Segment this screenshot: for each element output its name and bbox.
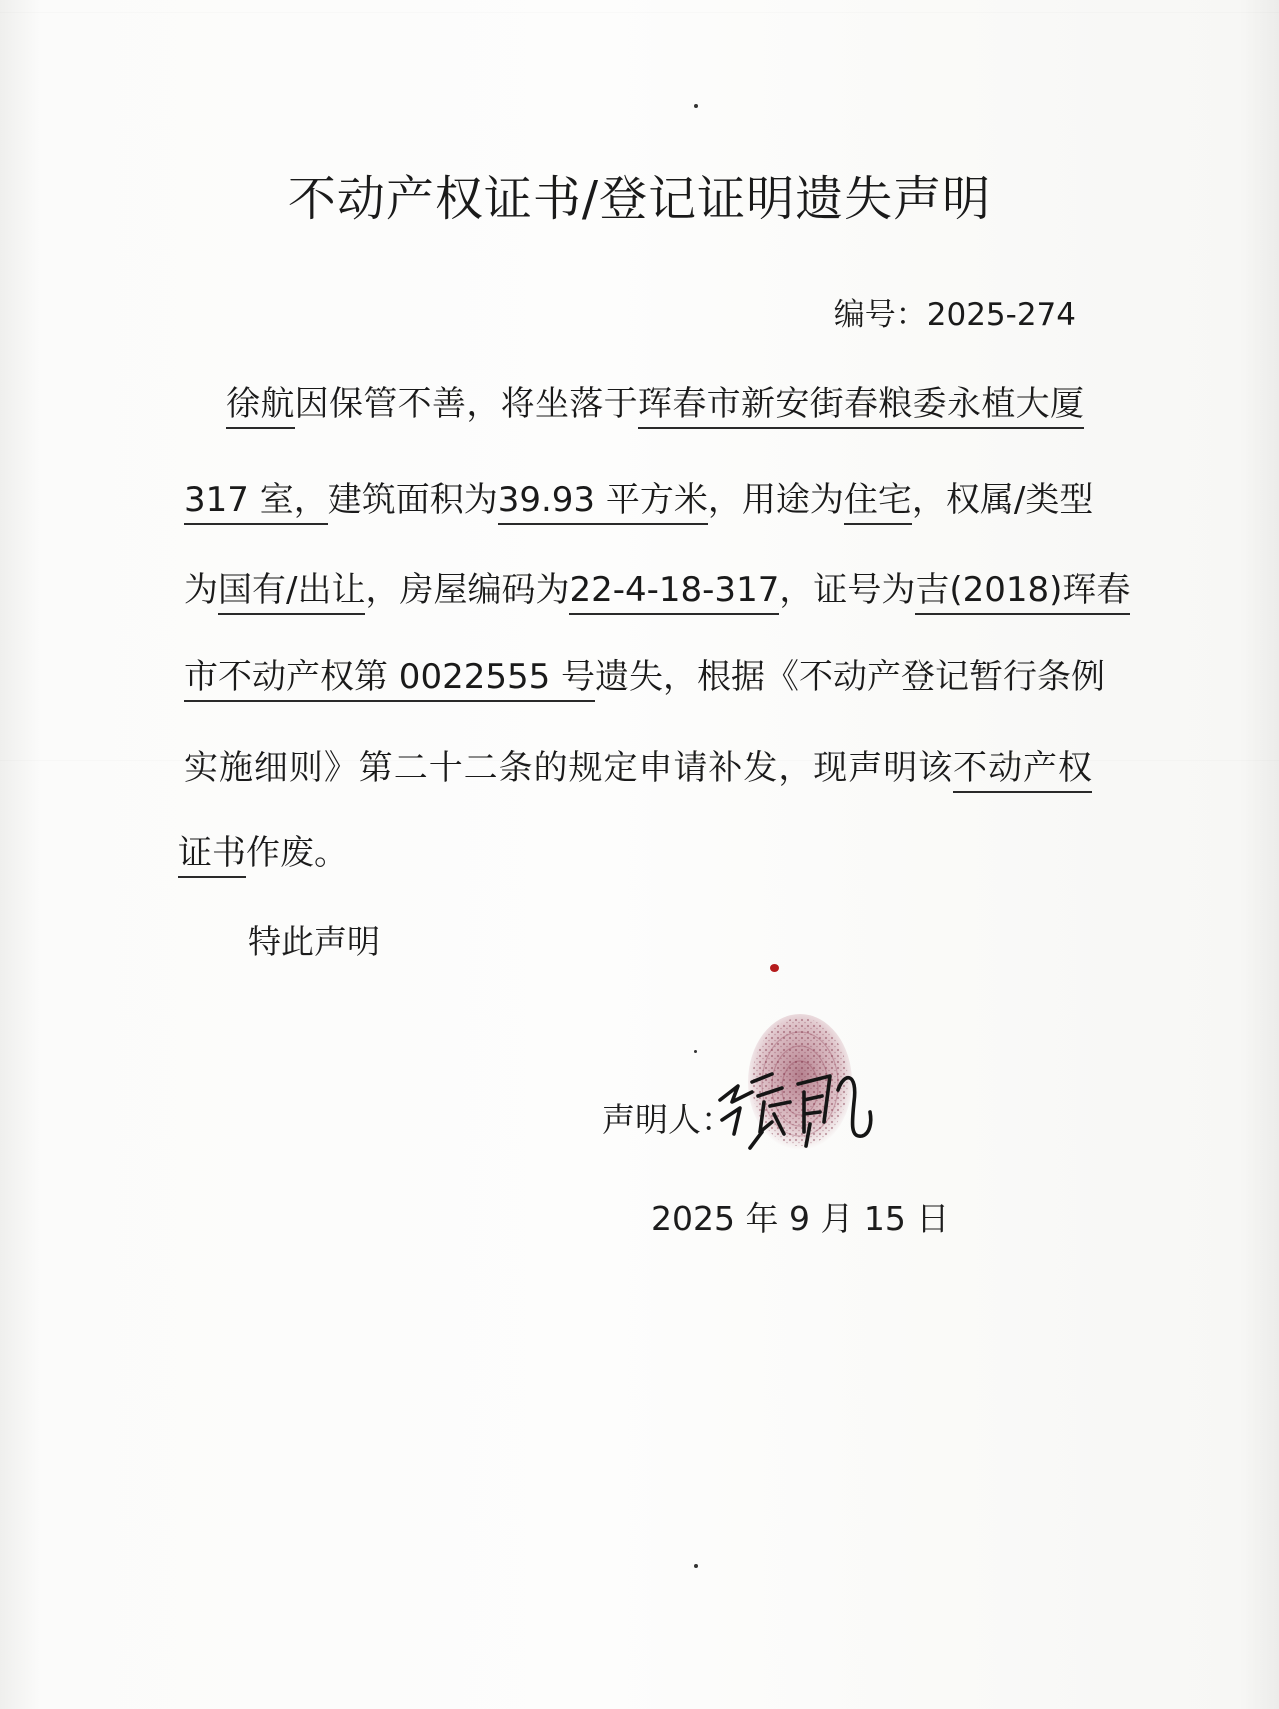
declarant-label: 声明人： bbox=[602, 1100, 734, 1139]
speck bbox=[694, 104, 698, 108]
body-line-4 bbox=[184, 649, 1106, 698]
certificate-number: 吉(2018)珲春 bbox=[915, 570, 1130, 615]
property-usage: 住宅 bbox=[844, 480, 912, 525]
declaration-date: 2025 年 9 月 15 日 bbox=[651, 1199, 950, 1238]
certificate-number-cont: 市不动产权第 0022555 号 bbox=[184, 657, 595, 702]
body-text: 实施细则》第二十二条的规定申请补发，现声明该 bbox=[184, 748, 954, 788]
house-code: 22-4-18-317 bbox=[569, 570, 779, 615]
body-text: ，用途为 bbox=[707, 480, 844, 520]
body-line-1 bbox=[226, 376, 1084, 425]
body-text: 作废。 bbox=[246, 833, 348, 873]
body-text: 为 bbox=[184, 570, 218, 610]
body-text: ，证号为 bbox=[779, 570, 916, 610]
handwritten-signature bbox=[712, 1062, 882, 1172]
scan-artifact bbox=[0, 12, 1279, 13]
serial-number: 编号：2025-274 bbox=[833, 297, 1076, 333]
body-text: ，房屋编码为 bbox=[365, 570, 570, 610]
ownership-type: 国有/出让 bbox=[218, 570, 365, 615]
body-line-2 bbox=[184, 472, 1094, 521]
floor-area: 39.93 平方米 bbox=[498, 480, 708, 525]
body-line-3 bbox=[184, 562, 1131, 611]
body-line-5 bbox=[184, 740, 1092, 789]
document-type-cont: 证书 bbox=[178, 833, 246, 878]
body-text: 遗失，根据《不动产登记暂行条例 bbox=[595, 657, 1106, 697]
owner-name: 徐航 bbox=[226, 384, 295, 429]
property-room: 317 室， bbox=[184, 480, 328, 525]
speck bbox=[694, 1050, 697, 1053]
body-text: 建筑面积为 bbox=[327, 480, 498, 520]
speck bbox=[694, 1564, 698, 1568]
body-text: 因保管不善，将坐落于 bbox=[294, 384, 639, 424]
document-type: 不动产权 bbox=[953, 748, 1092, 793]
red-ink-mark bbox=[770, 964, 779, 972]
body-line-6 bbox=[178, 825, 1098, 874]
closing-statement: 特此声明 bbox=[248, 922, 380, 961]
document-title: 不动产权证书/登记证明遗失声明 bbox=[287, 171, 992, 227]
body-text: ，权属/类型 bbox=[911, 480, 1094, 520]
property-address: 珲春市新安街春粮委永植大厦 bbox=[638, 384, 1084, 429]
